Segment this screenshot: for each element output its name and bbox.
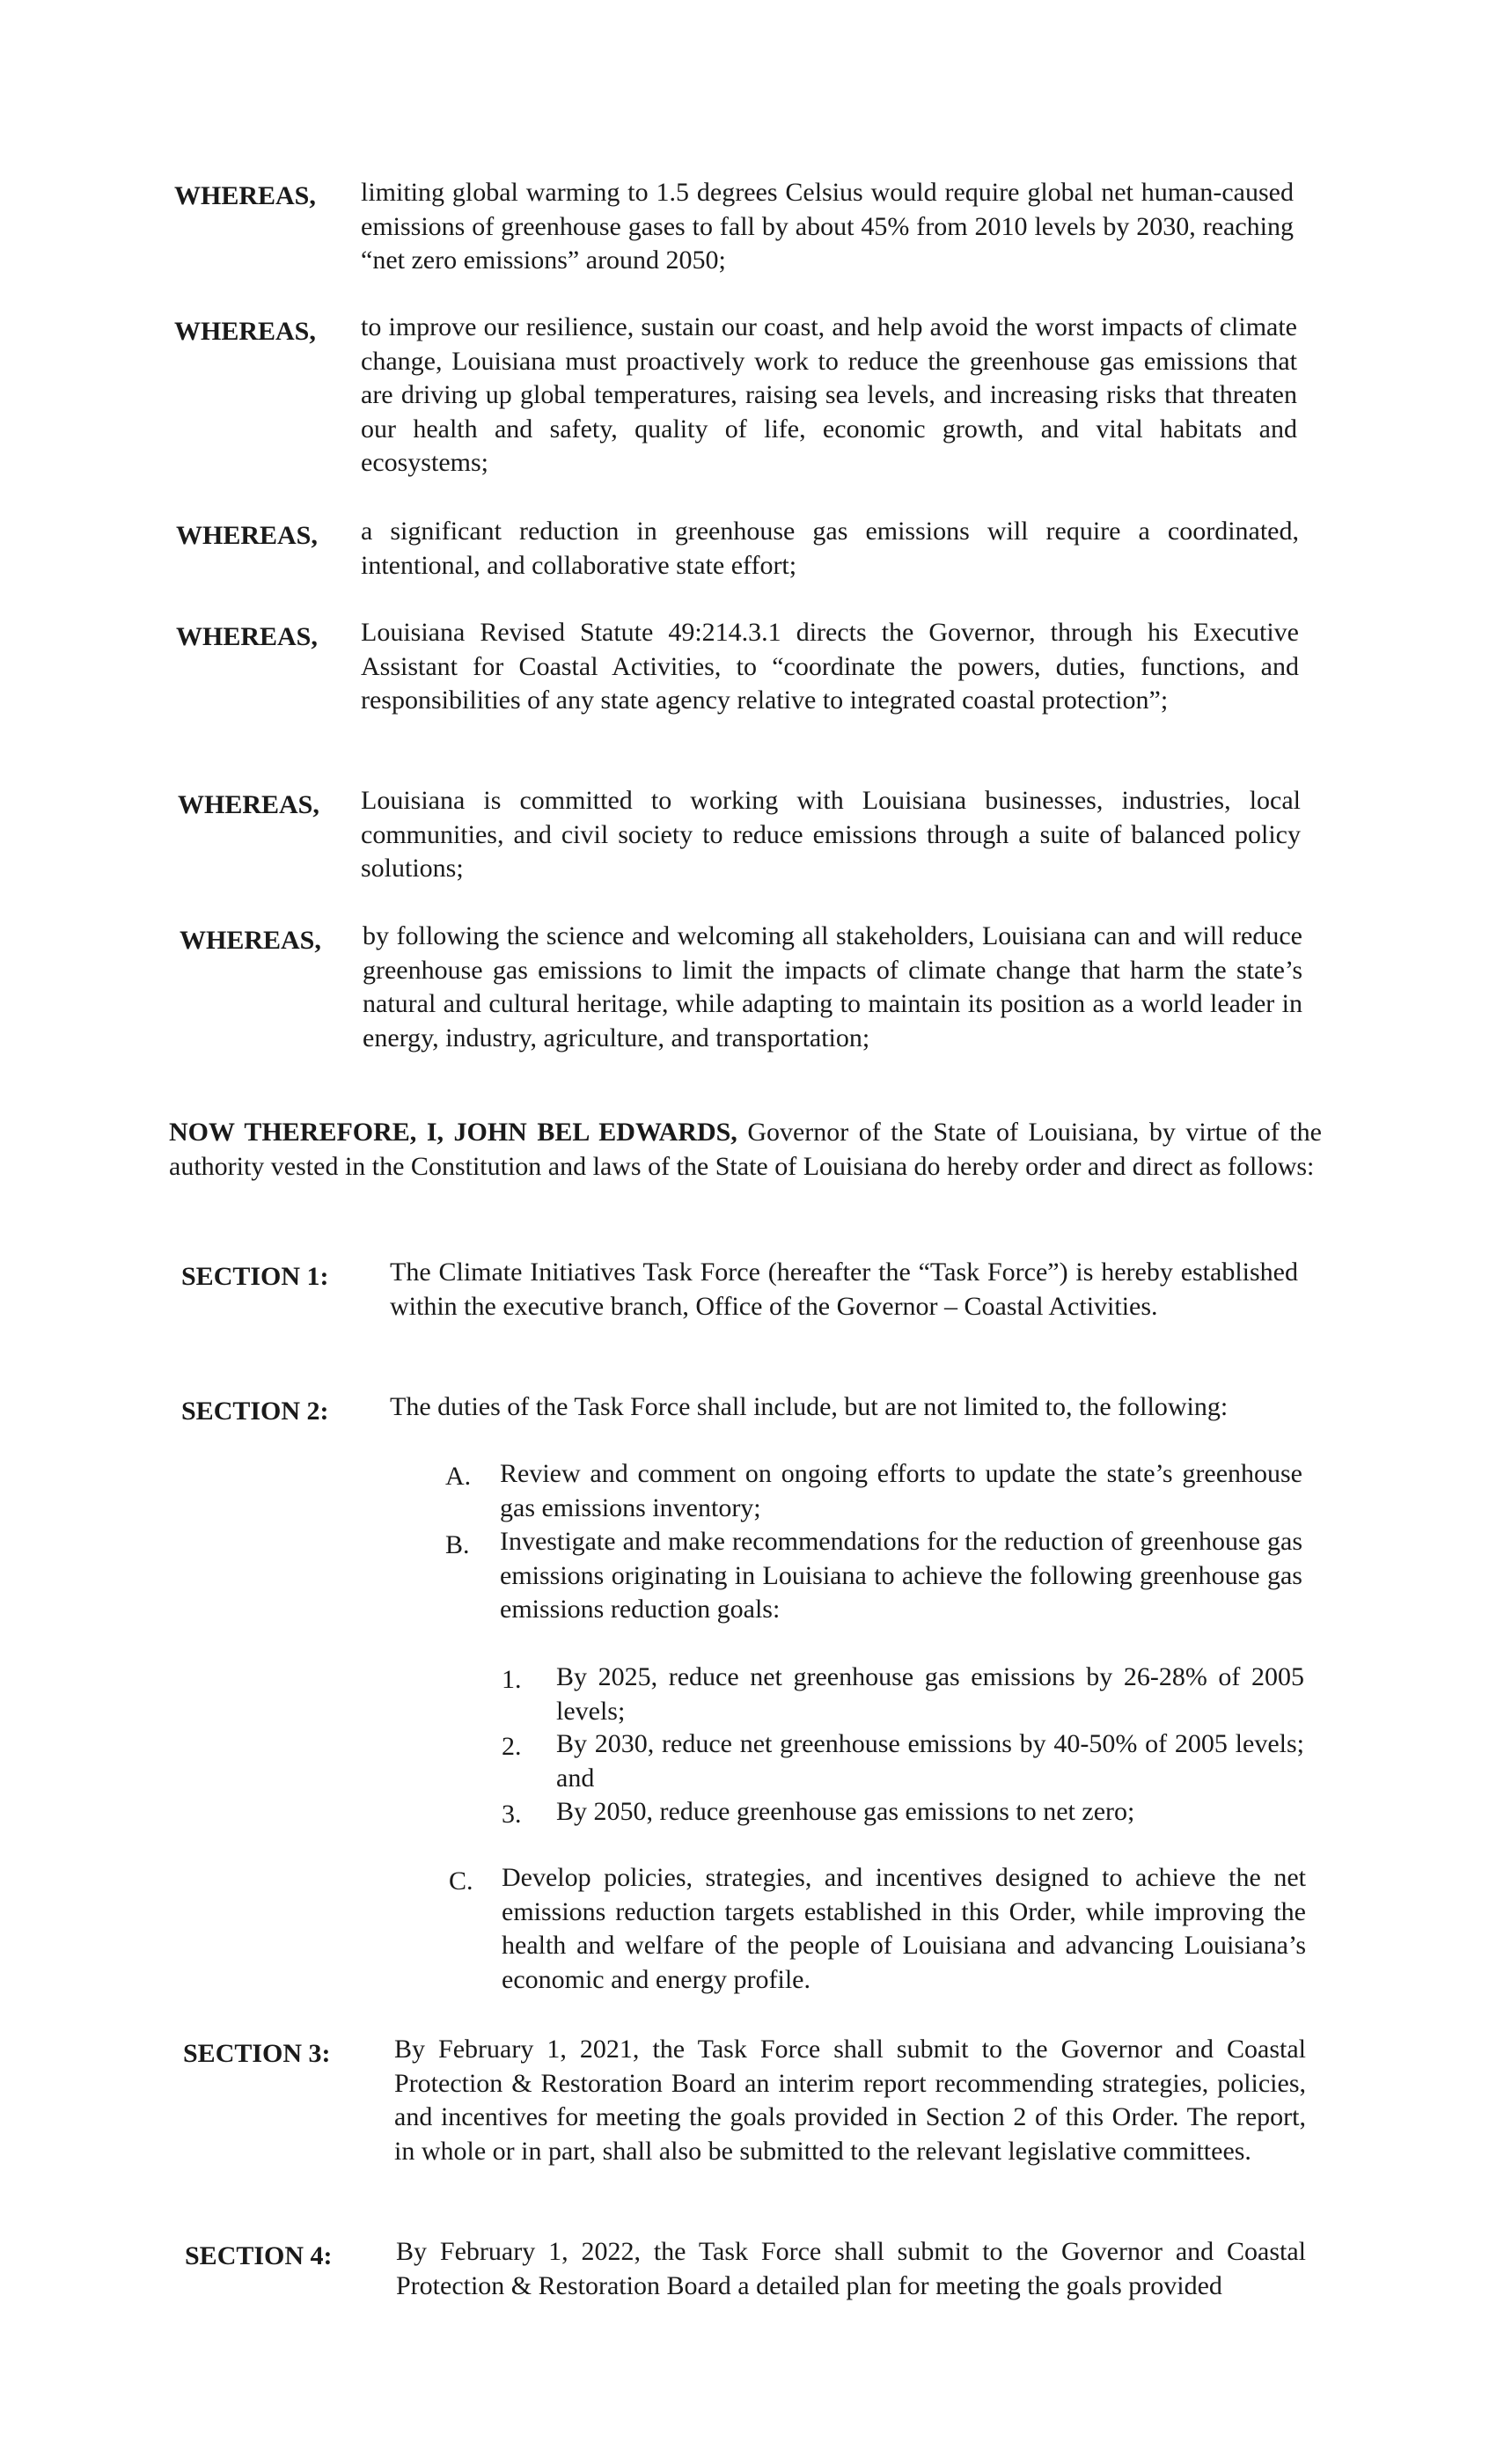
section-3-label: SECTION 3: [183, 2039, 331, 2068]
whereas-label: WHEREAS, [178, 790, 319, 819]
whereas-label: WHEREAS, [176, 521, 318, 550]
now-therefore-paragraph [169, 1116, 1322, 1184]
goal-marker-1: 1. [502, 1665, 522, 1694]
section-4-text: By February 1, 2022, the Task Force shall submit to the Governor and Coastal Protection & Restoration Board a detailed plan for meeting the goals provided [396, 2237, 1306, 2300]
now-therefore-text: Governor of the State of Louisiana, by virtue of the authority vested in the Constitution and laws of the State of Louisiana do hereby order and direct as follows: [169, 1118, 1322, 1181]
now-therefore-lead: NOW THEREFORE, I, JOHN BEL EDWARDS, [169, 1118, 737, 1147]
goal-marker-3: 3. [502, 1800, 522, 1829]
whereas-text: Louisiana Revised Statute 49:214.3.1 directs the Governor, through his Executive Assistant for Coastal Activities, to “coordinate the powers, duties, functions, and responsibilities of any state agency relative to integrated coastal protection”; [361, 618, 1299, 715]
list-marker-b: B. [445, 1530, 470, 1559]
goal-item-1: By 2025, reduce net greenhouse gas emissions by 26-28% of 2005 levels; [556, 1662, 1304, 1726]
list-marker-c: C. [449, 1866, 473, 1896]
whereas-label: WHEREAS, [174, 317, 316, 346]
goal-marker-2: 2. [502, 1732, 522, 1761]
whereas-text: to improve our resilience, sustain our coast, and help avoid the worst impacts of climate change, Louisiana must proactively work to reduce the greenhouse gas emissions that are driving up global temperatures, raising sea levels, and increasing risks that threaten our health and safety, quality of life, economic growth, and vital habitats and ecosystems; [361, 312, 1297, 477]
section-3-text: By February 1, 2021, the Task Force shall submit to the Governor and Coastal Protection & Restoration Board an interim report recommending strategies, policies, and incentives for meeting the goals provided in Section 2 of this Order. The report, in whole or in part, shall also be submitted to the relevant legislative committees. [394, 2035, 1306, 2166]
list-item-c: Develop policies, strategies, and incentives designed to achieve the net emissions reduction targets established in this Order, while improving the health and welfare of the people of Louisiana and advancing Louisiana’s economic and energy profile. [502, 1863, 1306, 1994]
section-2-label: SECTION 2: [181, 1397, 329, 1426]
whereas-text: Louisiana is committed to working with Louisiana businesses, industries, local communities, and civil society to reduce emissions through a suite of balanced policy solutions; [361, 786, 1301, 883]
section-4-label: SECTION 4: [185, 2241, 333, 2270]
section-1-label: SECTION 1: [181, 1262, 329, 1291]
whereas-label: WHEREAS, [180, 926, 321, 955]
whereas-text: limiting global warming to 1.5 degrees Celsius would require global net human-caused emissions of greenhouse gases to fall by about 45% from 2010 levels by 2030, reaching “net zero emissions” around 2050; [361, 178, 1294, 275]
goal-item-3: By 2050, reduce greenhouse gas emissions to net zero; [556, 1797, 1135, 1826]
section-2-text: The duties of the Task Force shall include, but are not limited to, the following: [390, 1392, 1229, 1421]
list-item-a: Review and comment on ongoing efforts to update the state’s greenhouse gas emissions inventory; [500, 1459, 1302, 1522]
goal-item-2: By 2030, reduce net greenhouse emissions by 40-50% of 2005 levels; and [556, 1729, 1304, 1793]
whereas-label: WHEREAS, [174, 181, 316, 210]
whereas-text: a significant reduction in greenhouse gas emissions will require a coordinated, intentional, and collaborative state effort; [361, 517, 1299, 580]
list-marker-a: A. [445, 1462, 472, 1491]
list-item-b: Investigate and make recommendations for the reduction of greenhouse gas emissions originating in Louisiana to achieve the following greenhouse gas emissions reduction goals: [500, 1527, 1302, 1624]
whereas-text: by following the science and welcoming all stakeholders, Louisiana can and will reduce greenhouse gas emissions to limit the impacts of climate change that harm the state’s natural and cultural heritage, while adapting to maintain its position as a world leader in energy, industry, agriculture, and transportation; [363, 921, 1302, 1052]
whereas-label: WHEREAS, [176, 622, 318, 651]
section-1-text: The Climate Initiatives Task Force (hereafter the “Task Force”) is hereby established within the executive branch, Office of the Governor – Coastal Activities. [390, 1258, 1298, 1321]
